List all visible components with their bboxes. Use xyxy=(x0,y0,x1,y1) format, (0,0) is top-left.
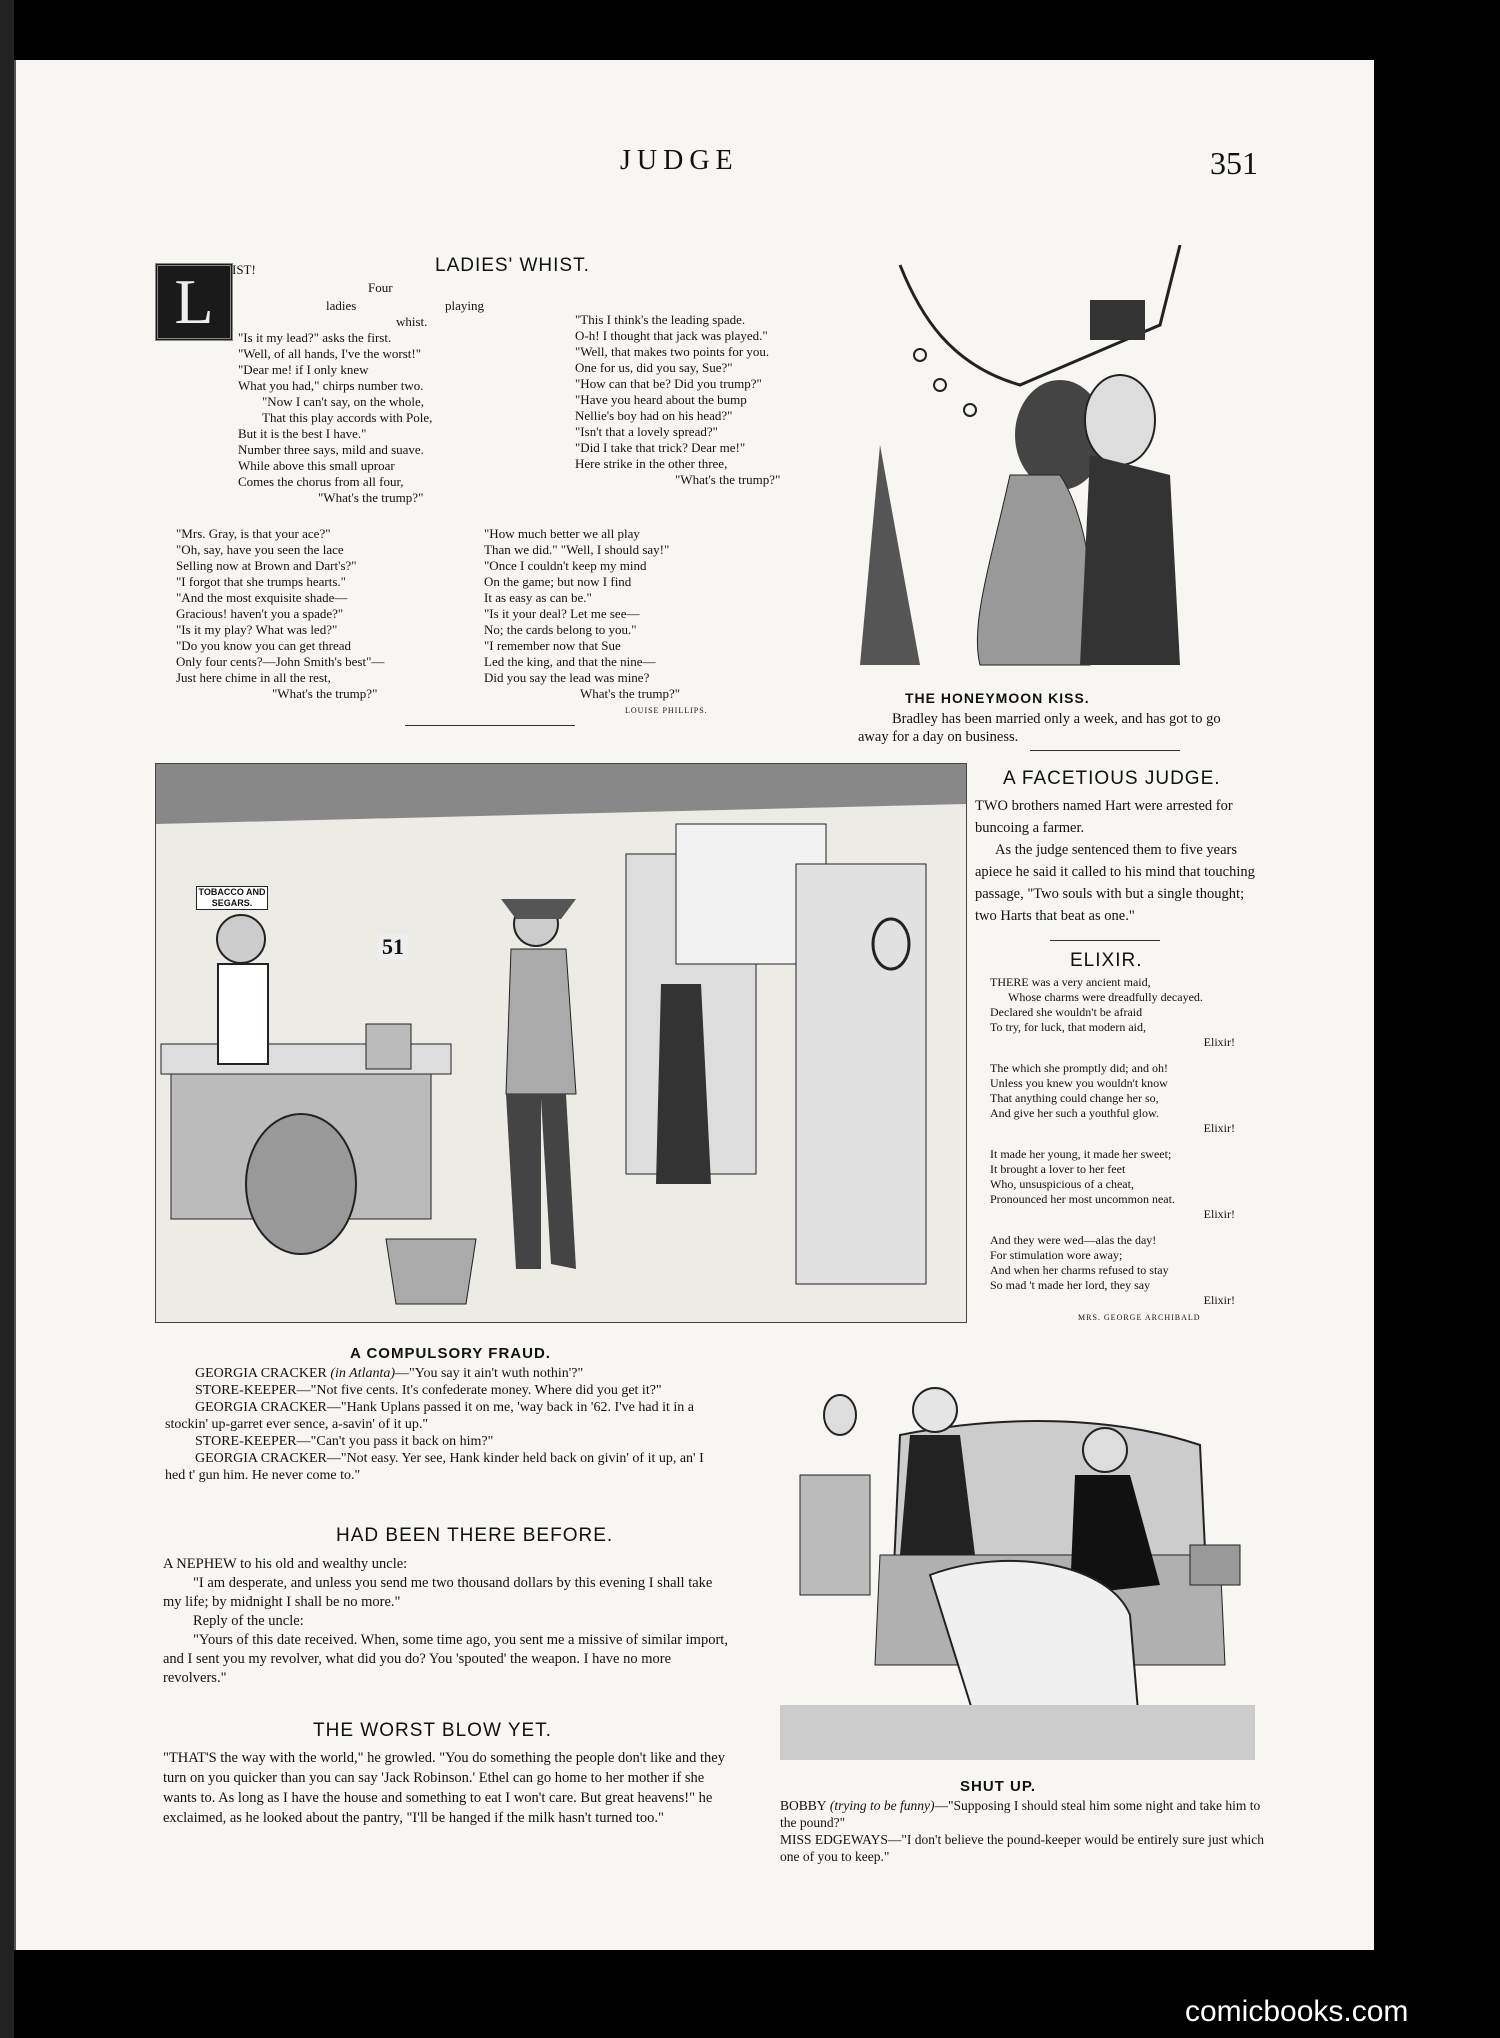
binding-edge xyxy=(0,0,14,2038)
fraud-dialogue: GEORGIA CRACKER (in Atlanta)—"You say it ain't wuth nothin'?" STORE-KEEPER—"Not five cents. It's confederate money. Where did you get it?" GEORGIA CRACKER—"Hank Uplans passed it on me, 'way back in '62. I've had it in a stockin' up-garret ever sence, a-savin' of it up." STORE-KEEPER—"Can't you pass it back on him?" GEORGIA CRACKER—"Not easy. Yer see, Hank kinder held back on givin' of it up, an' I hed t' gun him. He never come to." xyxy=(165,1366,704,1483)
whist-col-b: "This I think's the leading spade. O-h! I thought that jack was played." "Well, that makes two points for you. One for us, did you say, Sue?" "How can that be? Did you trump?" "Have you heard about the bump Nellie's boy had on his head?" "Isn't that a lovely spread?" "Did I take that trick? Dear me!" Here strike in the other three, "What's the trump?" xyxy=(575,312,781,487)
elixir-stanza: And they were wed—alas the day! For stimulation wore away; And when her charms refused to stay So mad 't made her lord, they say Elixir! xyxy=(990,1233,1235,1307)
whist-author: LOUISE PHILLIPS. xyxy=(625,706,708,715)
ornamental-dropcap: L xyxy=(155,263,233,341)
elixir-title: ELIXIR. xyxy=(1070,950,1143,971)
whist-intro-3: ladies xyxy=(326,298,357,313)
tobacco-sign: TOBACCO AND SEGARS. xyxy=(196,886,268,910)
honeymoon-kiss-illustration xyxy=(860,245,1190,670)
counter-number: 51 xyxy=(378,934,408,960)
before-text: A NEPHEW to his old and wealthy uncle: "I am desperate, and unless you send me two thousand dollars by this evening I shall take my life; by midnight I shall be no more." Reply of the uncle: "Yours of this date received. When, some time ago, you sent me a missive of similar import, and I sent you my revolver, what did you do? You 'spouted' the weapon. I have no more revolvers." xyxy=(163,1556,728,1686)
whist-col-c: "Mrs. Gray, is that your ace?" "Oh, say, have you seen the lace Selling now at Brown and Dart's?" "I forgot that she trumps hearts." "And the most exquisite shade— Gracious! haven't you a spade?" "Is it my play? What was led?" "Do you know you can get thread Only four cents?—John Smith's best"— Just here chime in all the rest, "What's the trump?" xyxy=(176,526,385,701)
elixir-stanza: THERE was a very ancient maid, Whose charms were dreadfully decayed. Declared she wouldn't be afraid To try, for luck, that modern aid, Elixir! xyxy=(990,975,1235,1049)
parlor-couple-drawing xyxy=(780,1355,1255,1760)
divider xyxy=(1050,940,1160,941)
elixir-stanza: It made her young, it made her sweet; It brought a lover to her feet Who, unsuspicious of a cheat, Pronounced her most uncommon neat. Elixir! xyxy=(990,1147,1235,1221)
shut-up-caption: SHUT UP. xyxy=(960,1778,1037,1795)
shut-up-dialogue: BOBBY (trying to be funny)—"Supposing I should steal him some night and take him to the pound?" MISS EDGEWAYS—"I don't believe the pound-keeper would be entirely sure just which one of you to keep." xyxy=(780,1798,1264,1864)
whist-title: LADIES' WHIST. xyxy=(435,255,590,276)
divider xyxy=(1030,750,1180,751)
store-scene-drawing xyxy=(156,764,966,1322)
compulsory-fraud-illustration xyxy=(155,763,967,1323)
honeymoon-text: Bradley has been married only a week, and has got to go away for a day on business. xyxy=(858,711,1221,745)
whist-col-d: "How much better we all play Than we did." "Well, I should say!" "Once I couldn't keep my mind On the game; but now I find It as easy as can be." "Is it your deal? Let me see— No; the cards belong to you." "I remember now that Sue Led the king, and that the nine— Did you say the lead was mine? What's the trump?" xyxy=(484,526,681,701)
honeymoon-caption: THE HONEYMOON KISS. xyxy=(905,690,1090,706)
whist-col-a: "Is it my lead?" asks the first. "Well, of all hands, I've the worst!" "Dear me! if I only knew What you had," chirps number two. "Now I can't say, on the whole, That this play accords with Pole, But it is the best I have." Number three says, mild and suave. While above this small uproar Comes the chorus from all four, "What's the trump?" xyxy=(238,330,433,505)
fraud-caption: A COMPULSORY FRAUD. xyxy=(350,1345,551,1362)
whist-intro-2: Four xyxy=(368,280,393,295)
elixir-stanza: The which she promptly did; and oh! Unless you knew you wouldn't know That anything could change her so, And give her such a youthful glow. Elixir! xyxy=(990,1061,1235,1135)
before-title: HAD BEEN THERE BEFORE. xyxy=(336,1525,614,1546)
elixir-author: MRS. GEORGE ARCHIBALD xyxy=(1078,1313,1201,1322)
whist-intro-5: whist. xyxy=(396,314,428,329)
page-number: 351 xyxy=(1210,145,1258,181)
masthead-title: JUDGE xyxy=(620,145,739,176)
divider xyxy=(405,725,575,726)
watermark: comicbooks.com xyxy=(1185,1995,1409,2028)
worst-title: THE WORST BLOW YET. xyxy=(313,1720,552,1741)
couple-kissing-drawing xyxy=(860,245,1190,670)
facetious-title: A FACETIOUS JUDGE. xyxy=(1003,768,1221,789)
worst-text: "THAT'S the way with the world," he growled. "You do something the people don't like and they turn on you quicker than you can say 'Jack Robinson.' Ethel can go home to her mother if she wants to. As long as I have the house and something to eat I won't care. But great heavens!" he exclaimed, as he looked about the pantry, "I'll be hanged if the milk hasn't turned too." xyxy=(163,1750,725,1826)
whist-intro-4: playing xyxy=(445,298,484,313)
shut-up-illustration xyxy=(780,1355,1255,1760)
elixir-poem xyxy=(990,975,1235,1308)
facetious-text: TWO brothers named Hart were arrested for buncoing a farmer. As the judge sentenced them to five years apiece he said it called to his mind that touching passage, "Two souls with but a single thought; two Harts that beat as one." xyxy=(975,798,1255,924)
whist-intro-1: IST! xyxy=(232,262,256,277)
